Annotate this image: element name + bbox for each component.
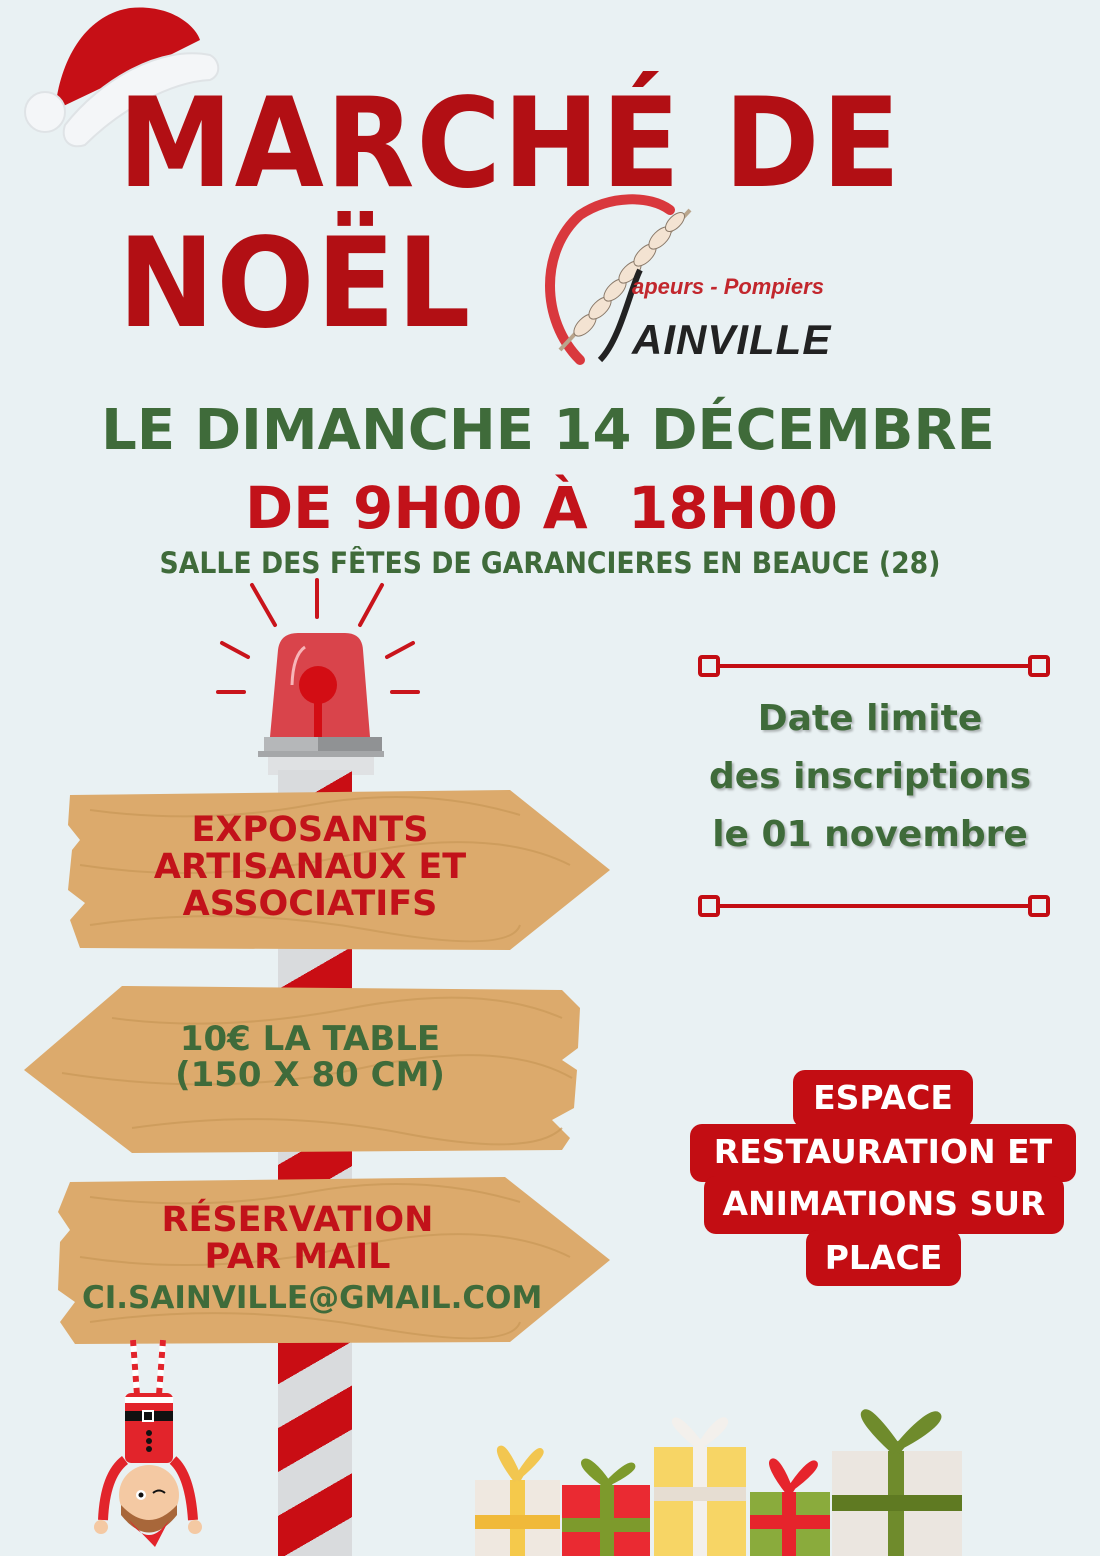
gift-boxes-icon bbox=[470, 1385, 970, 1556]
divider-bottom bbox=[696, 894, 1052, 918]
badge-line-3: ANIMATIONS SUR bbox=[704, 1176, 1064, 1234]
siren-icon bbox=[210, 575, 430, 775]
badge-line-1: ESPACE bbox=[793, 1070, 973, 1128]
event-hours: DE 9H00 À 18H00 bbox=[245, 474, 838, 542]
elf-icon bbox=[85, 1335, 205, 1550]
badge-line-2: RESTAURATION ET bbox=[690, 1124, 1076, 1182]
sign-exhibitors: EXPOSANTS ARTISANAUX ET ASSOCIATIFS bbox=[153, 810, 467, 924]
registration-deadline: Date limite des inscriptions le 01 novembre bbox=[708, 698, 1032, 855]
title-line-2: NOËL bbox=[118, 212, 473, 356]
sign-reservation: RÉSERVATION PAR MAIL bbox=[161, 1200, 434, 1277]
contact-email-link[interactable]: CI.SAINVILLE@GMAIL.COM bbox=[82, 1280, 543, 1316]
event-date: LE DIMANCHE 14 DÉCEMBRE bbox=[101, 398, 995, 463]
organizer-subtitle: apeurs - Pompiers bbox=[632, 274, 824, 299]
sign-table-price: 10€ LA TABLE (150 X 80 CM) bbox=[175, 1019, 445, 1095]
divider-top bbox=[696, 654, 1052, 678]
organizer-logo bbox=[540, 190, 860, 370]
event-venue: SALLE DES FÊTES DE GARANCIERES EN BEAUCE (28) bbox=[159, 546, 941, 580]
badge-line-4: PLACE bbox=[806, 1230, 961, 1286]
organizer-name: AINVILLE bbox=[632, 316, 832, 363]
title-line-1: MARCHÉ DE bbox=[118, 72, 903, 216]
